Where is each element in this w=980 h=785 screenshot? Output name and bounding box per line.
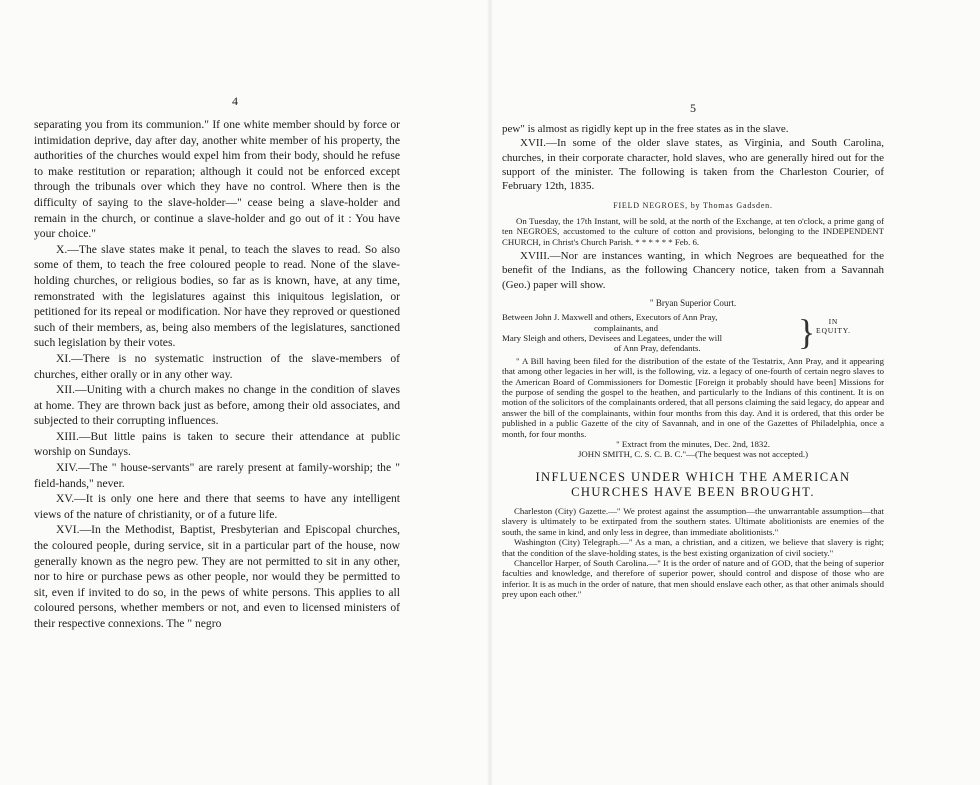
newspaper-quotes bbox=[502, 506, 884, 600]
court-parties bbox=[502, 312, 884, 354]
paragraph-xvi: XVI.—In the Methodist, Baptist, Presbyterian and Episcopal churches, the coloured people, during service, sit in a particular part of the house, now generally known as the negro pew. They are not permitted to sit in any other, nor to hire or purchase pews as other people, nor would they be permitted to sit, even if invited to do so, in the pews of white persons. This applies to all coloured persons, whether members or not, and even to licensed ministers of their respective connexions. The " negro bbox=[34, 523, 400, 630]
extract-line: " Extract from the minutes, Dec. 2nd, 1832. bbox=[616, 439, 770, 450]
court-title: " Bryan Superior Court. bbox=[649, 297, 737, 308]
page-number-left: 4 bbox=[232, 94, 238, 108]
left-text-column bbox=[34, 117, 400, 632]
signature-line: JOHN SMITH, C. S. C. B. C."—(The bequest was not accepted.) bbox=[577, 449, 809, 460]
parties-line-4: of Ann Pray, defendants. bbox=[614, 343, 701, 354]
brace-glyph: } bbox=[798, 312, 816, 353]
equity-word: EQUITY. bbox=[816, 326, 851, 336]
quote-harper: Chancellor Harper, of South Carolina.—" It is the order of nature and of GOD, that the being of superior faculties and knowledge, and therefore of superior power, should control and dispose of those who are inferior. It is as much in the order of nature, that men should enslave each other, as that other animals should prey upon each other." bbox=[502, 557, 884, 600]
paragraph-xi: XI.—There is no systematic instruction of the slave-members of churches, either orally or in any other way. bbox=[34, 351, 400, 381]
equity-label bbox=[816, 317, 851, 335]
page-number-right: 5 bbox=[690, 101, 696, 115]
parties-line-2: complainants, and bbox=[594, 322, 659, 333]
bill-text: " A Bill having been filed for the distribution of the estate of the Testatrix, Ann Pray, and it appearing that among other legacies in her will, is the following, viz. a legacy of one-fourth of certain negro slaves to the American Board of Commissioners for Domestic [Foreign it probably should have been] Missions for the purpose of sending the gospel to the heathen, and particularly to the Indians of this continent. It is on motion of the solicitors of the complainants ordered, that all persons claiming the said legacy, do appear and answer the bill of the complainants, within four months from this day. And it is ordered, that this order be published in a public Gazette of the city of Savannah, and in one of the Gazettes of Philadelphia, once a month, for four months. bbox=[502, 355, 884, 439]
right-page bbox=[490, 0, 980, 785]
paragraph-xv: XV.—It is only one here and there that seems to have any intelligent views of the nature of christianity, or of a future life. bbox=[34, 492, 400, 521]
equity-in: IN bbox=[828, 317, 839, 327]
paragraph-continued-right: pew" is almost as rigidly kept up in the free states as in the slave. bbox=[502, 123, 789, 135]
paragraph-xii: XII.—Uniting with a church makes no change in the condition of slaves at home. They are thrown back just as before, among their old associates, and subjected to their corrupting influences. bbox=[34, 383, 400, 428]
paragraph-xiv: XIV.—The " house-servants" are rarely present at family-worship; the " field-hands," never. bbox=[34, 461, 400, 490]
right-text-column bbox=[502, 122, 884, 600]
advertisement-heading: FIELD NEGROES, by Thomas Gadsden. bbox=[613, 201, 773, 211]
quote-charleston: Charleston (City) Gazette.—" We protest against the assumption—the unwarrantable assumption—that slavery is ultimately to be extirpated from the southern states. Ultimate abolitionists are enemies of the south, the same in kind, and only less in degree, than immediate abolitionists." bbox=[502, 505, 884, 537]
parties-line-1: Between John J. Maxwell and others, Executors of Ann Pray, bbox=[502, 312, 718, 323]
paragraph-xviii: XVIII.—Nor are instances wanting, in which Negroes are bequeathed for the benefit of the Indians, as the following Chancery notice, taken from a Savannah (Geo.) paper will show. bbox=[502, 250, 884, 291]
paragraph-x: X.—The slave states make it penal, to teach the slaves to read. So also some of them, to teach the free coloured people to read. None of the slave-holding churches, or religious bodies, so far as is known, have, at any time, remonstrated with the legislatures against this iniquitous legislation, or petitioned for its repeal or modification. Nor have they reproved or questioned such of their members, as, being also members of the legislatures, sanctioned such legislation by their votes. bbox=[34, 242, 400, 350]
advertisement-body: On Tuesday, the 17th Instant, will be sold, at the north of the Exchange, at ten o'clock, a prime gang of ten NEGROES, accustomed to the culture of cotton and provisions, belonging to the INDEPENDENT CHURCH, in Christ's Church Parish. * * * * * * Feb. 6. bbox=[502, 215, 884, 247]
paragraph-xvii: XVII.—In some of the older slave states, as Virginia, and South Carolina, churches, in their corporate character, hold slaves, who are generally hired out for the support of the minister. The following is taken from the Charleston Courier, of February 12th, 1835. bbox=[502, 137, 884, 193]
section-headline: INFLUENCES UNDER WHICH THE AMERICAN CHURCHES HAVE BEEN BROUGHT. bbox=[535, 469, 851, 499]
paragraph-continued: separating you from its communion." If one white member should by force or intimidation deprive, day after day, another white member of his property, the authorities of the churches would expel him from their body, should he refuse to make restitution or reparation; although it could not be enforced except through the tribunals over which they have no control. Where then is the difficulty of saying to the slave-holder—" cease being a slave-holder and remain in the church, or continue a slave-holder and go out of it : You have your choice." bbox=[34, 118, 400, 241]
quote-washington: Washington (City) Telegraph.—" As a man, a christian, and a citizen, we believe that slavery is right; that the condition of the slave-holding states, is the best existing organization of civil society." bbox=[502, 537, 884, 558]
paragraph-xiii: XIII.—But little pains is taken to secure their attendance at public worship on Sundays. bbox=[34, 429, 400, 459]
parties-line-3: Mary Sleigh and others, Devisees and Legatees, under the will bbox=[502, 333, 723, 343]
